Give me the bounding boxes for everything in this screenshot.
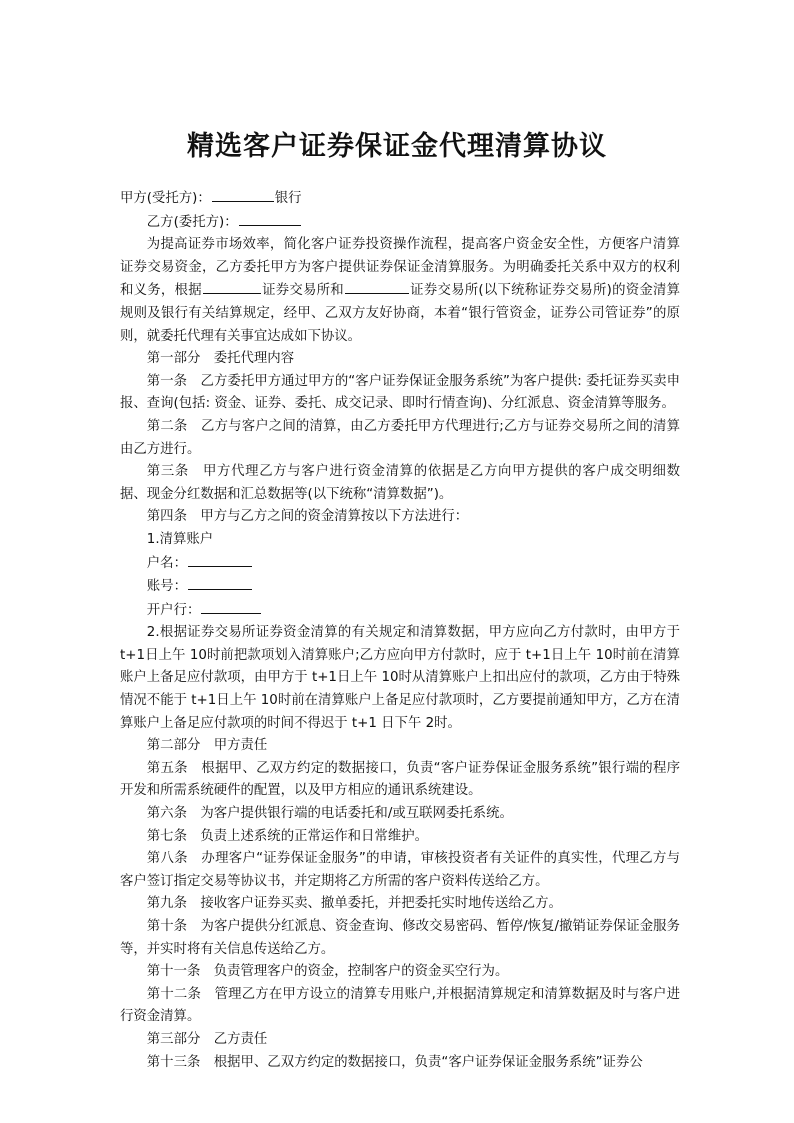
exchange-blank-1 <box>203 279 261 294</box>
party-b-line <box>120 211 680 235</box>
article-6: 第六条 为客户提供银行端的电话委托和/或互联网委托系统。 <box>146 806 513 822</box>
party-a-suffix: 银行 <box>274 191 302 206</box>
account-number-line <box>120 575 680 599</box>
party-a-blank <box>212 187 274 202</box>
intro-text-3: 证券交易所(以下统称证券交易所)的资金清算规则及银行有关结算规定，经甲、乙双方友好协商，本着“银行管资金，证券公司管证券”的原则，就委托代理有关事宜达成如下协议。 <box>120 283 681 344</box>
article-12: 第十二条 管理乙方在甲方设立的清算专用账户,并根据清算规定和清算数据及时与客户进行资金清算。 <box>120 986 680 1025</box>
part3-heading: 第三部分 乙方责任 <box>146 1031 268 1047</box>
intro-text-1: 为提高证券市场效率，简化客户证券投资操作流程，提高客户资金安全性，方便客户清算证券交易资金，乙方委托甲方为客户提供证券保证金清算服务。为明确委托关系中双方的权利和义务，根据 <box>120 237 680 299</box>
article-1: 第一条 乙方委托甲方通过甲方的“客户证券保证金服务系统”为客户提供: 委托证券买卖申报、查询(包括: 资金、证券、委托、成交记录、即时行情查询)、分红派息、资金清算等服务。 <box>120 373 680 412</box>
article-9: 第九条 接收客户证券买卖、撤单委托，并把委托实时地传送给乙方。 <box>146 896 562 912</box>
account-number-blank <box>188 575 252 590</box>
article-5: 第五条 根据甲、乙双方约定的数据接口，负责“客户证券保证金服务系统”银行端的程序开发和所需系统硬件的配置，以及甲方相应的通讯系统建设。 <box>120 760 680 799</box>
account-bank-line <box>120 599 680 623</box>
article-7: 第七条 负责上述系统的正常运作和日常维护。 <box>146 828 428 844</box>
document-body <box>120 187 680 1074</box>
article-8: 第八条 办理客户“证券保证金服务”的申请，审核投资者有关证件的真实性，代理乙方与客户签订指定交易等协议书，并定期将乙方所需的客户资料传送给乙方。 <box>120 851 680 889</box>
part2-heading: 第二部分 甲方责任 <box>146 738 268 754</box>
party-a-label: 甲方(受托方)： <box>120 191 211 206</box>
account-name-blank <box>188 552 252 567</box>
party-b-blank <box>239 211 301 226</box>
article-11: 第十一条 负责管理客户的资金，控制客户的资金买空行为。 <box>146 964 509 980</box>
account-heading: 1.清算账户 <box>146 531 214 547</box>
account-name-line <box>120 552 680 576</box>
article-13: 第十三条 根据甲、乙双方约定的数据接口，负责“客户证券保证金服务系统”证券公 <box>146 1054 643 1070</box>
exchange-blank-2 <box>345 279 409 294</box>
article-10: 第十条 为客户提供分红派息、资金查询、修改交易密码、暂停/恢复/撤销证券保证金服务等，并实时将有关信息传送给乙方。 <box>120 919 680 957</box>
document-title: 精选客户证券保证金代理清算协议 <box>187 131 607 162</box>
settlement-item-2: 2.根据证券交易所证券资金清算的有关规定和清算数据，甲方应向乙方付款时，由甲方于 t+1日上午 10时前把款项划入清算账户;乙方应向甲方付款时，应于 t+1日上午 10时前在清算账户上备足应付款项，由甲方于 t+1日上午 10时从清算账户上扣出应付的款项，乙方由于特殊情况不能于 t+1日上午 10时前在清算账户上备足应付款项时，乙方要提前通知甲方，乙方在清算账户上备足应付款项的时间不得迟于 t+1 日下午 2时。 <box>120 625 680 731</box>
account-bank-label: 开户行： <box>146 602 201 618</box>
article-2: 第二条 乙方与客户之间的清算，由乙方委托甲方代理进行;乙方与证券交易所之间的清算由乙方进行。 <box>120 418 680 457</box>
article-3: 第三条 甲方代理乙方与客户进行资金清算的依据是乙方向甲方提供的客户成交明细数据、现金分红数据和汇总数据等(以下统称“清算数据”)。 <box>120 464 680 502</box>
intro-text-2: 证券交易所和 <box>261 283 344 299</box>
intro-paragraph <box>120 234 680 348</box>
party-a-line <box>120 187 680 211</box>
party-b-label: 乙方(委托方)： <box>146 214 238 230</box>
article-4: 第四条 甲方与乙方之间的资金清算按以下方法进行： <box>146 509 469 525</box>
account-number-label: 账号： <box>146 579 187 595</box>
part1-heading: 第一部分 委托代理内容 <box>146 351 295 367</box>
account-name-label: 户名： <box>146 555 187 571</box>
account-bank-blank <box>201 599 261 614</box>
